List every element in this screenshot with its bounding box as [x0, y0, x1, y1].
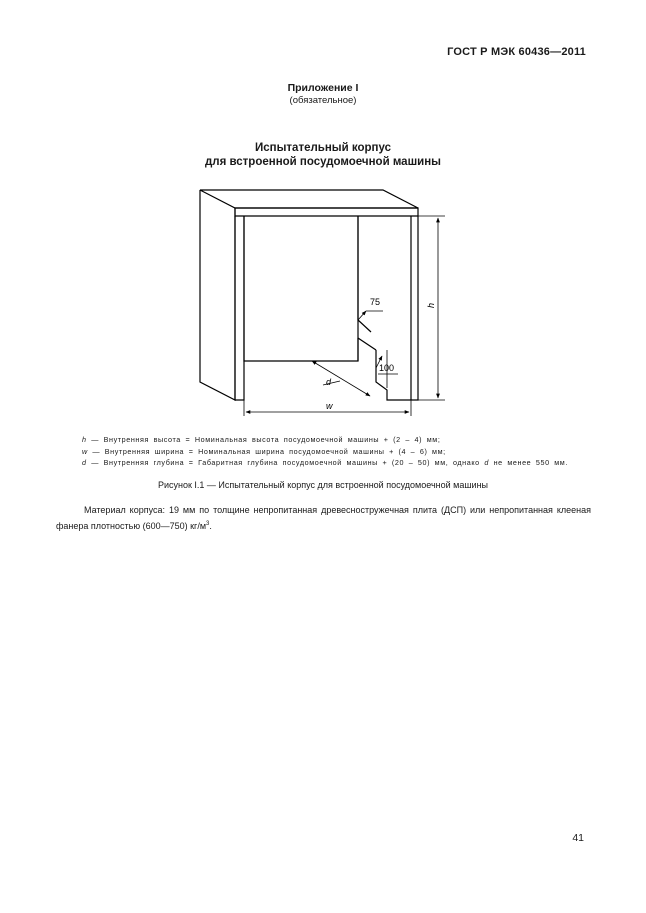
cabinet-diagram — [190, 178, 455, 418]
legend-symbol: w — [82, 447, 88, 456]
figure-title — [0, 141, 646, 169]
page-number: 41 — [572, 832, 584, 844]
body-paragraph — [56, 503, 591, 533]
legend-text: — Внутренняя высота = Номинальная высота посудомоечной машины + (2 – 4) мм; — [91, 435, 441, 444]
standard-code: ГОСТ Р МЭК 60436—2011 — [447, 46, 586, 58]
top-board — [200, 190, 418, 208]
legend-text: — Внутренняя ширина = Номинальная ширина посудомоечной машины + (4 – 6) мм; — [92, 447, 446, 456]
right-side-front — [411, 216, 418, 400]
paragraph-text: Материал корпуса: 19 мм по толщине непропитанная древесностружечная плита (ДСП) или непропитанная клееная фанера плотностью (600—750) кг/м — [56, 505, 591, 531]
legend-item-h — [82, 435, 440, 444]
figure-title-line1: Испытательный корпус — [255, 142, 391, 154]
paragraph-end: . — [209, 521, 212, 531]
legend-tail: не менее 550 мм. — [493, 458, 568, 467]
legend-item-w — [82, 447, 446, 456]
back-panel-edge — [358, 216, 371, 332]
left-side-front — [235, 216, 244, 400]
dim-h-label: h — [426, 302, 436, 308]
paragraph-superscript: 3 — [206, 521, 210, 527]
dim-100-label: 100 — [379, 363, 395, 373]
figure-title-line2: для встроенной посудомоечной машины — [204, 156, 442, 168]
legend-symbol: h — [82, 435, 87, 444]
legend-symbol: d — [82, 458, 87, 467]
legend-text: — Внутренняя глубина = Габаритная глубина посудомоечной машины + (20 – 50) мм, однако — [91, 458, 480, 467]
dim-75-label: 75 — [370, 297, 381, 307]
back-panel — [244, 216, 358, 361]
top-board-front — [235, 208, 418, 216]
figure-caption: Рисунок I.1 — Испытательный корпус для встроенной посудомоечной машины — [157, 480, 489, 490]
appendix-note: (обязательное) — [289, 95, 357, 106]
legend-symbol-2: d — [484, 458, 489, 467]
appendix-title: Приложение I — [287, 82, 359, 94]
dim-d-label: d — [326, 377, 332, 387]
left-side-outer — [200, 190, 235, 400]
dim-w-label: w — [326, 401, 333, 411]
legend-item-d — [82, 458, 568, 467]
